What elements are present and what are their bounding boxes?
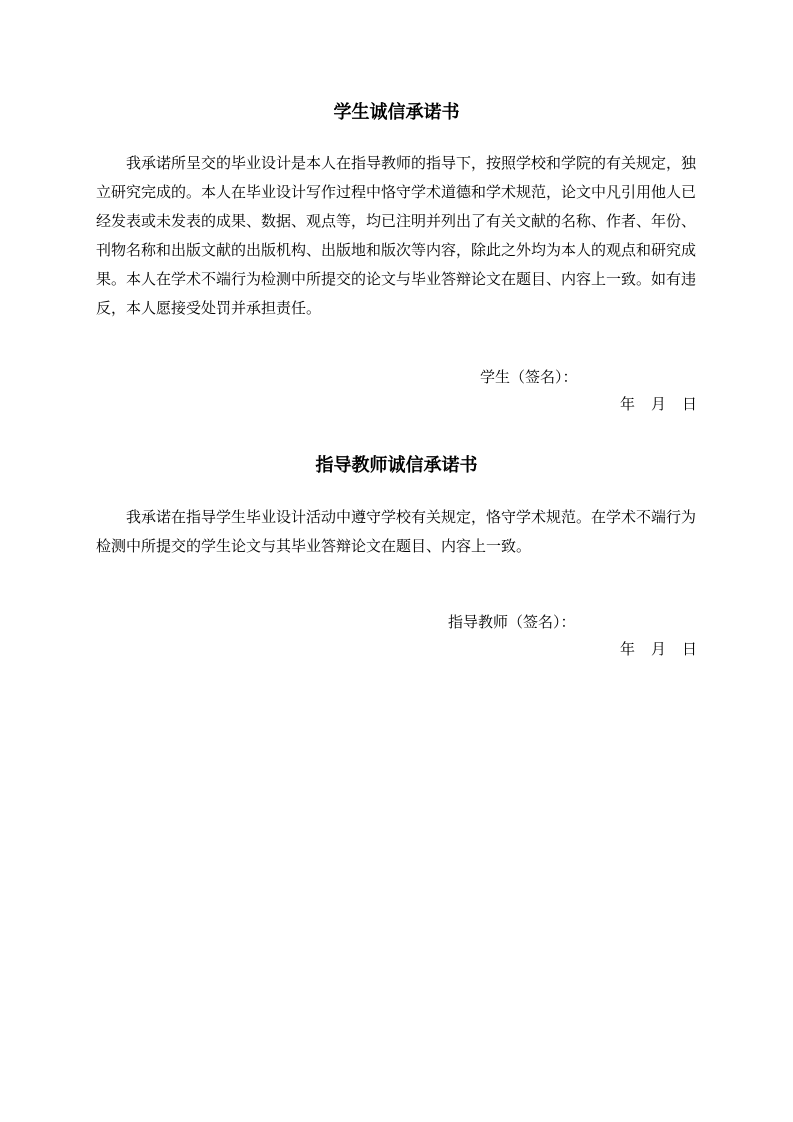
student-date-line <box>620 393 697 414</box>
advisor-date-month: 月 <box>650 640 666 658</box>
advisor-date-year: 年 <box>619 640 635 658</box>
advisor-pledge-body: 我承诺在指导学生毕业设计活动中遵守学校有关规定，恪守学术规范。在学术不端行为检测中所提交的学生论文与其毕业答辩论文在题目、内容上一致。 <box>96 508 697 555</box>
advisor-signature-label: 指导教师（签名）： <box>448 613 576 631</box>
student-pledge-body: 我承诺所呈交的毕业设计是本人在指导教师的指导下，按照学校和学院的有关规定，独立研究完成的。本人在毕业设计写作过程中恪守学术道德和学术规范，论文中凡引用他人已经发表或未发表的成果、数据、观点等，均已注明并列出了有关文献的名称、作者、年份、刊物名称和出版文献的出版机构、出版地和版次等内容，除此之外均为本人的观点和研究成果。本人在学术不端行为检测中所提交的论文与毕业答辩论文在题目、内容上一致。如有违反，本人愿接受处罚并承担责任。 <box>96 154 697 317</box>
advisor-date-day: 日 <box>681 640 697 658</box>
advisor-date-line <box>620 638 697 659</box>
student-date-year: 年 <box>619 395 635 413</box>
student-date-day: 日 <box>681 395 697 413</box>
student-signature-label: 学生（签名）： <box>480 368 578 386</box>
student-date-month: 月 <box>650 395 666 413</box>
student-pledge-title: 学生诚信承诺书 <box>333 102 460 123</box>
advisor-pledge-title: 指导教师诚信承诺书 <box>315 455 478 476</box>
